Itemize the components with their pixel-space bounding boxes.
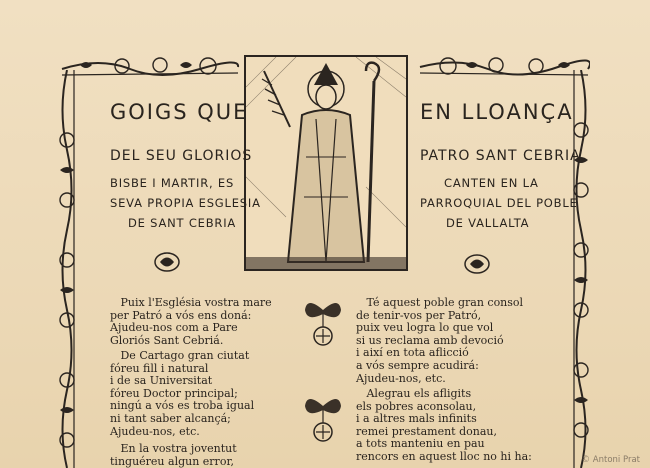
right-line-4: PARROQUIAL DEL POBLE (420, 196, 578, 210)
woodcut-saint-illustration (244, 55, 408, 271)
subtitle-right: PATRO SANT CEBRIA (420, 148, 581, 164)
stanza-right-1: Té aquest poble gran consol de tenir-vos per Patró, puix veu logra lo que vol si us reclama amb devoció i així en tota aflicció a vós sempre acudirá: Ajudeu-nos, etc. (356, 296, 524, 385)
floral-border-right (570, 70, 592, 468)
left-line-5: DE SANT CEBRIA (128, 216, 237, 230)
floral-border-left (56, 70, 78, 468)
title-right: EN LLOANÇA (420, 100, 574, 124)
floral-border-top-right (418, 55, 590, 81)
ornament-fleuron-right (462, 252, 492, 276)
ornament-fleuron-left (152, 250, 182, 274)
right-line-5: DE VALLALTA (446, 216, 530, 230)
stanza-left-1: Puix l'Església vostra mare per Patró a vós ens doná: Ajudeu-nos com a Pare Gloriós Sant Cebriá. (110, 296, 272, 347)
stanza-left-2: De Cartago gran ciutat fóreu fill i natural i de sa Universitat fóreu Doctor principal; ningú a vós es troba igual ni tant saber alcançá; Ajudeu-nos, etc. (110, 349, 255, 438)
subtitle-left: DEL SEU GLORIOS (110, 148, 253, 164)
left-line-4: SEVA PROPIA ESGLESIA (110, 196, 261, 210)
title-left: GOIGS QUE (110, 100, 249, 124)
stanza-left-3: En la vostra joventut tinguéreu algun error, (110, 442, 237, 468)
butterfly-ornament-top (302, 296, 344, 354)
right-line-3: CANTEN EN LA (444, 176, 539, 190)
left-line-3: BISBE I MARTIR, ES (110, 176, 235, 190)
butterfly-ornament-bottom (302, 392, 344, 450)
photo-credit: © Antoni Prat (581, 455, 640, 465)
floral-border-top-left (60, 55, 240, 81)
stanza-right-2: Alegrau els afligits els pobres aconsolau, i a altres mals infinits remei prestament donau, a tots manteniu en pau rencors en aquest lloc no hi ha: (356, 387, 532, 463)
